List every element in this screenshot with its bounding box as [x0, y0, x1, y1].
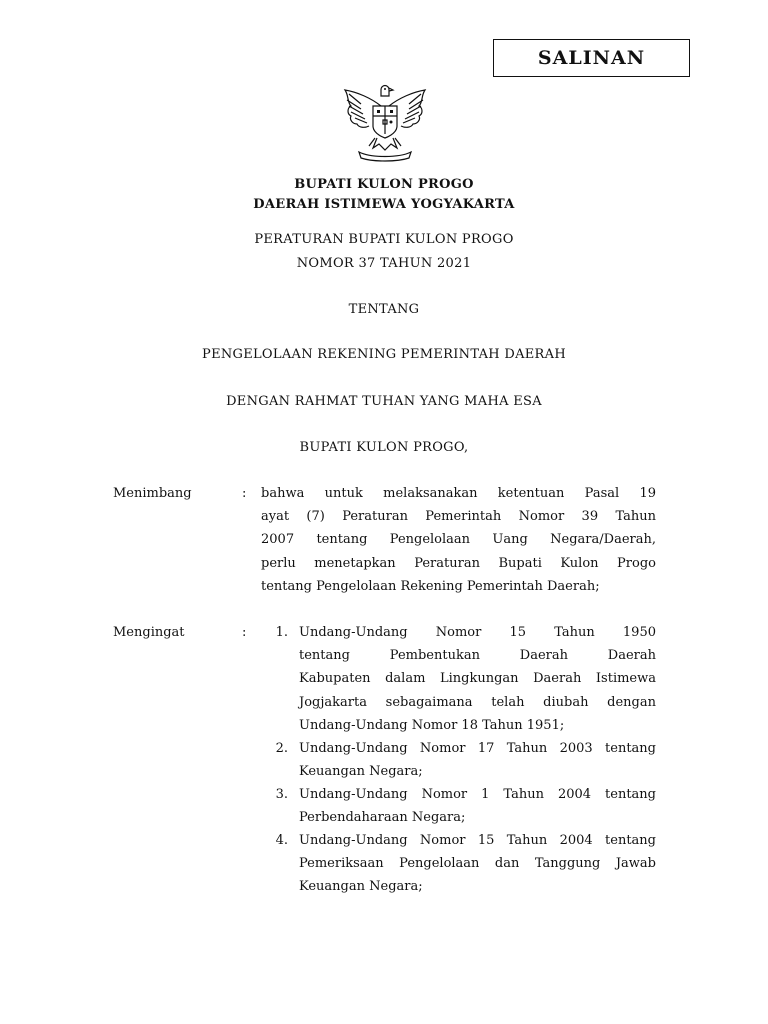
mengingat-colon: : [242, 625, 247, 640]
stamp-text: SALINAN [537, 47, 646, 69]
regulation-preamble: DENGAN RAHMAT TUHAN YANG MAHA ESA [226, 394, 542, 409]
menimbang-label: Menimbang [113, 486, 192, 501]
garuda-emblem-icon [337, 76, 433, 164]
list-item [299, 783, 656, 829]
salinan-stamp [493, 39, 690, 77]
regulation-about: TENTANG [348, 302, 420, 317]
text-line: Undang-Undang Nomor 15 Tahun 1950 [299, 625, 656, 640]
text-line: Keuangan Negara; [299, 764, 423, 780]
menimbang-text [261, 482, 656, 598]
list-item [299, 737, 656, 783]
header-regent: BUPATI KULON PROGO [294, 177, 474, 192]
regulation-number: NOMOR 37 TAHUN 2021 [296, 256, 472, 271]
list-item [299, 621, 656, 737]
list-item-number: 1. [275, 625, 288, 640]
text-line: Kabupaten dalam Lingkungan Daerah Istimewa [299, 671, 656, 687]
text-line: tentang Pembentukan Daerah Daerah [299, 648, 656, 664]
regulation-title: PERATURAN BUPATI KULON PROGO [254, 232, 514, 247]
text-line: Undang-Undang Nomor 15 Tahun 2004 tentang [299, 833, 656, 848]
regulation-issuer: BUPATI KULON PROGO, [299, 440, 469, 455]
text-line: Jogjakarta sebagaimana telah diubah dengan [299, 694, 656, 710]
text-line: Undang-Undang Nomor 17 Tahun 2003 tentang [299, 741, 656, 756]
list-item-number: 4. [275, 833, 288, 848]
mengingat-label: Mengingat [113, 625, 185, 640]
text-line: Keuangan Negara; [299, 879, 423, 895]
menimbang-colon: : [242, 486, 247, 501]
text-line: perlu menetapkan Peraturan Bupati Kulon Progo [261, 555, 656, 571]
text-line: tentang Pengelolaan Rekening Pemerintah Daerah; [261, 578, 600, 594]
list-item-number: 3. [275, 787, 288, 802]
text-line: Undang-Undang Nomor 1 Tahun 2004 tentang [299, 787, 656, 802]
header-province: DAERAH ISTIMEWA YOGYAKARTA [253, 197, 515, 212]
text-line: bahwa untuk melaksanakan ketentuan Pasal 19 [261, 486, 656, 501]
text-line: Pemeriksaan Pengelolaan dan Tanggung Jawab [299, 856, 656, 872]
text-line: ayat (7) Peraturan Pemerintah Nomor 39 Tahun [261, 509, 656, 525]
list-item-number: 2. [275, 741, 288, 756]
text-line: 2007 tentang Pengelolaan Uang Negara/Daerah, [261, 532, 656, 548]
text-line: Perbendaharaan Negara; [299, 810, 466, 826]
text-line: Undang-Undang Nomor 18 Tahun 1951; [299, 717, 565, 733]
list-item [299, 829, 656, 899]
regulation-subject: PENGELOLAAN REKENING PEMERINTAH DAERAH [202, 347, 566, 362]
